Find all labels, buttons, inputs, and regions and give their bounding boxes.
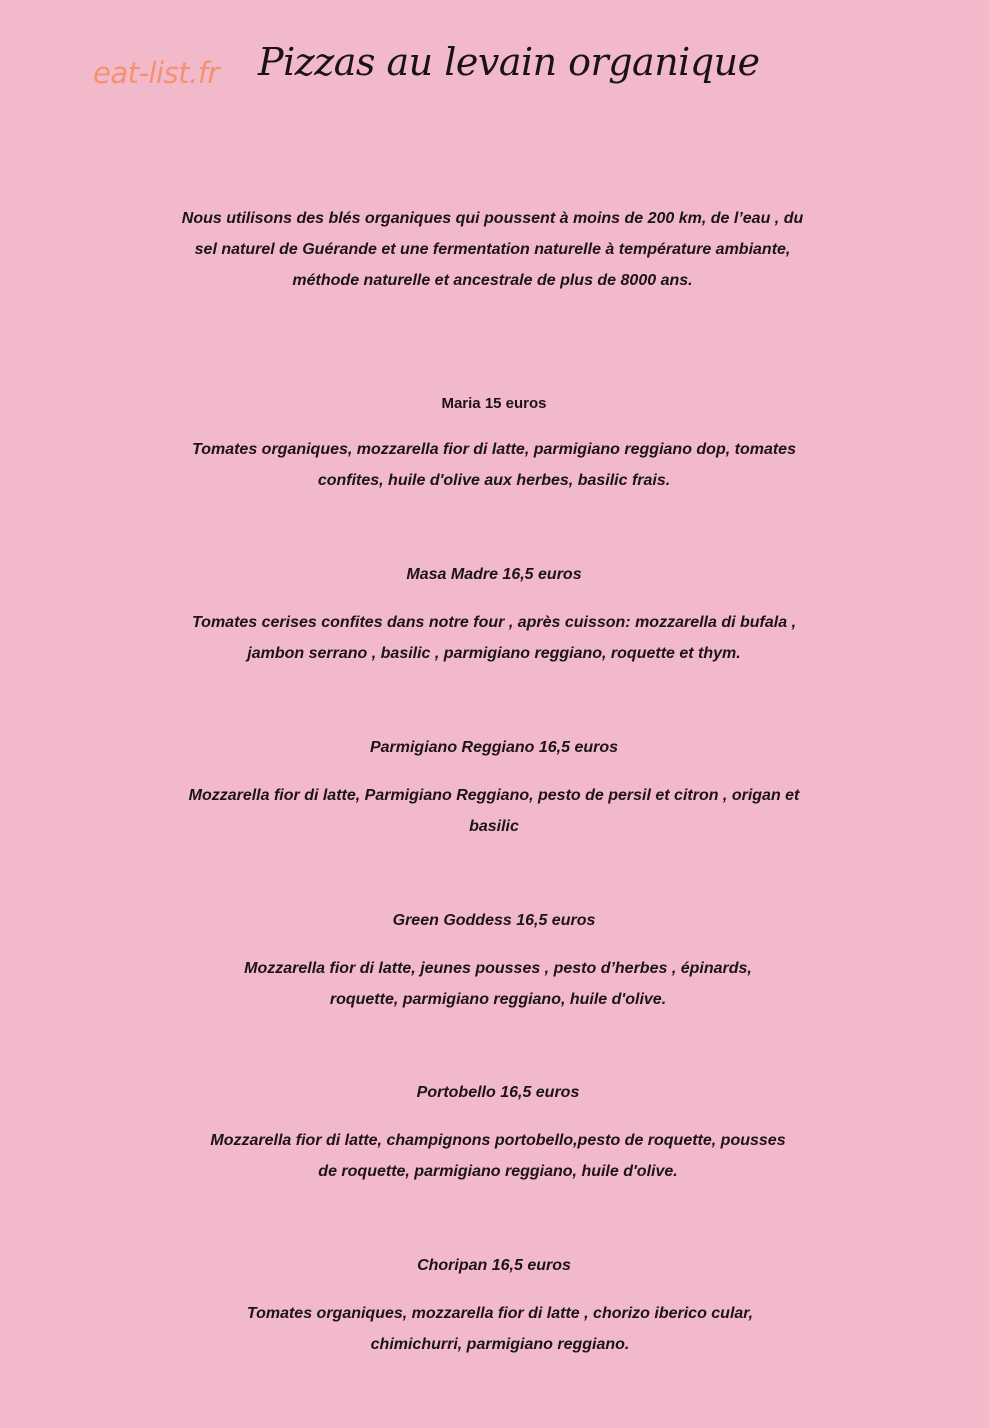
pizza-name: Maria 15 euros (441, 395, 547, 412)
pizza-name: Parmigiano Reggiano 16,5 euros (369, 739, 619, 756)
pizza-name: Green Goddess 16,5 euros (392, 912, 596, 929)
pizza-description: Mozzarella fior di latte, jeunes pousses , pesto d’herbes , épinards, roquette, parmigiano reggiano, huile d'olive. (244, 960, 752, 1008)
pizza-description: Tomates cerises confites dans notre four , après cuisson: mozzarella di bufala , jambon serrano , basilic , parmigiano reggiano, roquette et thym. (191, 614, 797, 662)
page-title: Pizzas au levain organique (258, 40, 760, 84)
pizza-description: Mozzarella fior di latte, Parmigiano Reggiano, pesto de persil et citron , origan et basilic (188, 787, 800, 835)
intro-text: Nous utilisons des blés organiques qui poussent à moins de 200 km, de l’eau , du sel naturel de Guérande et une fermentation naturelle à température ambiante, méthode naturelle et ancestrale de plus de 8000 ans. (181, 210, 804, 289)
pizza-description: Tomates organiques, mozzarella fior di latte, parmigiano reggiano dop, tomates confites, huile d'olive aux herbes, basilic frais. (192, 441, 796, 489)
pizza-name: Masa Madre 16,5 euros (406, 566, 582, 583)
watermark-logo: eat-list.fr (93, 56, 219, 90)
pizza-description: Tomates organiques, mozzarella fior di latte , chorizo iberico cular, chimichurri, parmigiano reggiano. (246, 1305, 754, 1353)
pizza-description: Mozzarella fior di latte, champignons portobello,pesto de roquette, pousses de roquette, parmigiano reggiano, huile d'olive. (210, 1132, 786, 1180)
pizza-name: Choripan 16,5 euros (417, 1257, 571, 1274)
pizza-name: Portobello 16,5 euros (416, 1084, 580, 1101)
